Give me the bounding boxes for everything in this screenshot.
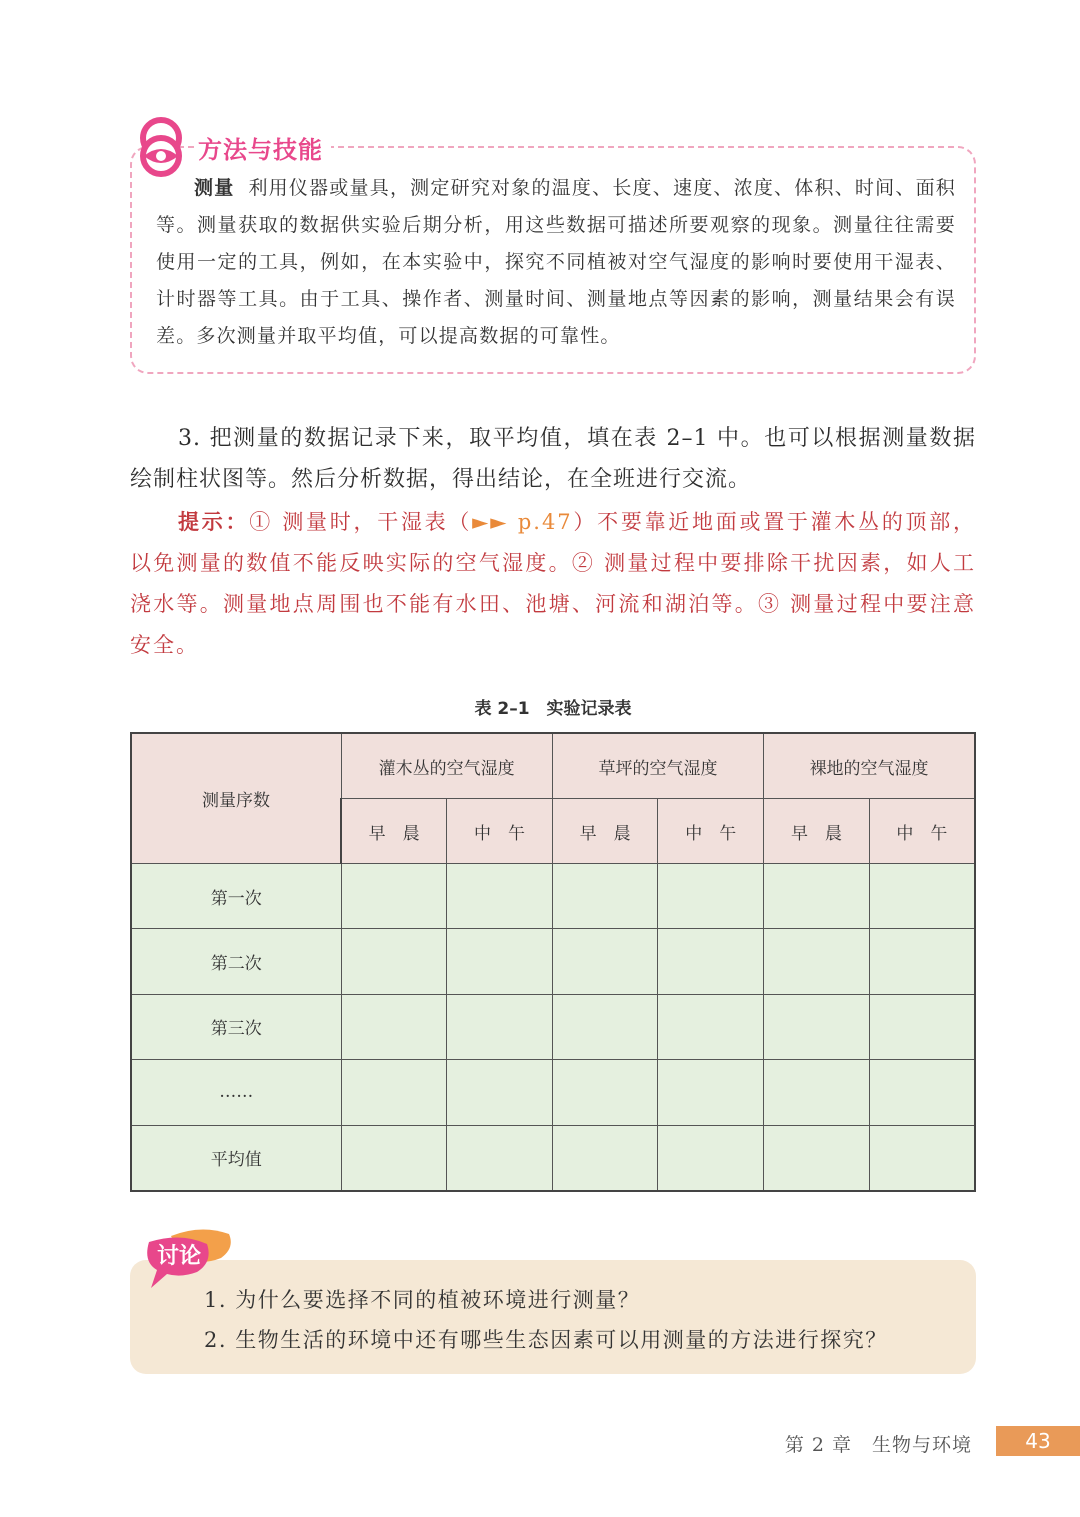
group-header-bare-ground: 裸地的空气湿度 <box>764 733 975 799</box>
method-title: 方法与技能 <box>194 130 331 165</box>
row-label: 第三次 <box>131 994 341 1059</box>
table-cell <box>869 929 975 994</box>
sub-header-morning: 早 晨 <box>552 799 658 864</box>
table-cell <box>341 994 447 1059</box>
table-cell <box>764 1125 870 1191</box>
table-cell <box>447 1060 553 1125</box>
table-cell <box>869 1125 975 1191</box>
experiment-record-table <box>130 732 976 1192</box>
table-cell <box>341 929 447 994</box>
table-cell <box>764 929 870 994</box>
table-cell <box>658 1125 764 1191</box>
table-cell <box>658 994 764 1059</box>
table-cell <box>341 864 447 929</box>
discussion-question-2: 2. 生物生活的环境中还有哪些生态因素可以用测量的方法进行探究？ <box>204 1328 888 1352</box>
group-header-shrub: 灌木丛的空气湿度 <box>341 733 552 799</box>
table-caption: 表 2–1 实验记录表 <box>474 699 632 719</box>
table-row <box>131 929 975 994</box>
table-cell <box>447 864 553 929</box>
eye-icon <box>136 116 186 178</box>
table-cell <box>447 929 553 994</box>
table-cell <box>764 1060 870 1125</box>
table-cell <box>764 864 870 929</box>
table-row <box>131 994 975 1059</box>
discussion-label: 讨论 <box>156 1244 201 1269</box>
page-reference-link[interactable]: ►► p.47 <box>472 510 573 534</box>
table-cell <box>869 864 975 929</box>
method-term: 测量 <box>194 177 235 199</box>
row-label: 第二次 <box>131 929 341 994</box>
method-body <box>156 170 956 355</box>
table-cell <box>869 1060 975 1125</box>
hint-paragraph <box>130 502 976 666</box>
table-cell <box>552 1060 658 1125</box>
table-cell <box>552 929 658 994</box>
discussion-question-1: 1. 为什么要选择不同的植被环境进行测量？ <box>204 1288 641 1312</box>
table-cell <box>658 929 764 994</box>
sub-header-noon: 中 午 <box>447 799 553 864</box>
table-cell <box>341 1060 447 1125</box>
row-label: 第一次 <box>131 864 341 929</box>
sub-header-morning: 早 晨 <box>764 799 870 864</box>
row-header: 测量序数 <box>131 733 341 864</box>
chapter-footer: 第 2 章 生物与环境 <box>784 1434 972 1456</box>
hint-label: 提示： <box>178 510 250 534</box>
sub-header-noon: 中 午 <box>658 799 764 864</box>
step-3-paragraph: 3. 把测量的数据记录下来，取平均值，填在表 2–1 中。也可以根据测量数据绘制柱状图等。然后分析数据，得出结论，在全班进行交流。 <box>130 426 976 492</box>
table-cell <box>447 1125 553 1191</box>
table-row <box>131 1060 975 1125</box>
table-cell <box>341 1125 447 1191</box>
table-row <box>131 1125 975 1191</box>
hint-text-2: ）不要靠近地面或置于灌木丛的顶部，以免测量的数值不能反映实际的空气湿度。② 测量过程中要排除干扰因素，如人工浇水等。测量地点周围也不能有水田、池塘、河流和湖泊等。③ 测量过程中要注意安全。 <box>130 510 977 657</box>
table-cell <box>869 994 975 1059</box>
table-cell <box>552 994 658 1059</box>
sub-header-morning: 早 晨 <box>341 799 447 864</box>
group-header-lawn: 草坪的空气湿度 <box>552 733 763 799</box>
row-label: …… <box>131 1060 341 1125</box>
hint-text-1: ① 测量时，干湿表（ <box>249 510 473 534</box>
table-cell <box>552 864 658 929</box>
table-cell <box>658 864 764 929</box>
page-number: 43 <box>996 1426 1080 1456</box>
table-cell <box>447 994 553 1059</box>
discussion-box <box>130 1260 976 1374</box>
sub-header-noon: 中 午 <box>869 799 975 864</box>
table-cell <box>658 1060 764 1125</box>
table-cell <box>552 1125 658 1191</box>
method-description: 利用仪器或量具，测定研究对象的温度、长度、速度、浓度、体积、时间、面积等。测量获取的数据供实验后期分析，用这些数据可描述所要观察的现象。测量往往需要使用一定的工具，例如，在本实验中，探究不同植被对空气湿度的影响时要使用干湿表、计时器等工具。由于工具、操作者、测量时间、测量地点等因素的影响，测量结果会有误差。多次测量并取平均值，可以提高数据的可靠性。 <box>156 177 956 347</box>
table-row <box>131 864 975 929</box>
row-label: 平均值 <box>131 1125 341 1191</box>
table-cell <box>764 994 870 1059</box>
